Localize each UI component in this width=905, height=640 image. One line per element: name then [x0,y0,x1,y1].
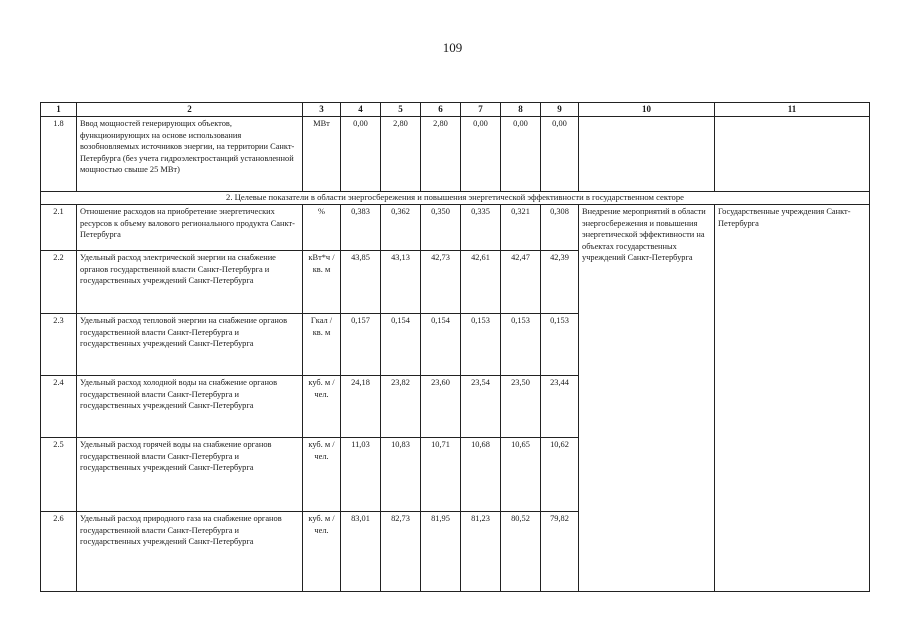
row-value: 42,47 [501,251,541,314]
row-value: 0,00 [341,117,381,192]
row-value: 0,308 [541,205,579,251]
row-value: 10,62 [541,438,579,512]
row-number: 2.1 [41,205,77,251]
row-value: 23,44 [541,376,579,438]
row-description: Отношение расходов на приобретение энергетических ресурсов к объему валового регионального продукта Санкт-Петербурга [77,205,303,251]
header-cell: 3 [303,103,341,117]
section-title: 2. Целевые показатели в области энергосбережения и повышения энергетической эффективности в государственном секторе [41,192,870,205]
header-cell: 8 [501,103,541,117]
row-unit: куб. м / чел. [303,376,341,438]
row-description: Удельный расход горячей воды на снабжение органов государственной власти Санкт-Петербурга и государственных учреждений Санкт-Петербурга [77,438,303,512]
row-value: 0,362 [381,205,421,251]
row-unit: Гкал / кв. м [303,314,341,376]
row-value: 42,39 [541,251,579,314]
row-value: 0,350 [421,205,461,251]
header-cell: 1 [41,103,77,117]
row-value: 0,153 [501,314,541,376]
row-value: 23,54 [461,376,501,438]
row-value: 81,23 [461,512,501,592]
row-unit: кВт*ч / кв. м [303,251,341,314]
row-unit: % [303,205,341,251]
row-number: 2.6 [41,512,77,592]
row-value: 2,80 [381,117,421,192]
row-unit: куб. м / чел. [303,438,341,512]
row-value: 81,95 [421,512,461,592]
indicators-table [40,102,870,592]
header-cell: 2 [77,103,303,117]
row-number: 2.4 [41,376,77,438]
row-value: 0,335 [461,205,501,251]
row-value: 0,153 [461,314,501,376]
row-value: 24,18 [341,376,381,438]
row-description: Удельный расход тепловой энергии на снабжение органов государственной власти Санкт-Петербурга и государственных учреждений Санкт-Петербурга [77,314,303,376]
row-unit: МВт [303,117,341,192]
row-description: Удельный расход природного газа на снабжение органов государственной власти Санкт-Петербурга и государственных учреждений Санкт-Петербурга [77,512,303,592]
header-cell: 10 [579,103,715,117]
row-value: 23,82 [381,376,421,438]
row-col11-empty [715,117,870,192]
row-value: 10,68 [461,438,501,512]
row-description: Удельный расход холодной воды на снабжение органов государственной власти Санкт-Петербурга и государственных учреждений Санкт-Петербурга [77,376,303,438]
row-value: 83,01 [341,512,381,592]
row-value: 80,52 [501,512,541,592]
page-number: 109 [442,40,463,55]
row-value: 11,03 [341,438,381,512]
row-value: 23,50 [501,376,541,438]
row-number: 2.2 [41,251,77,314]
row-col10-empty [579,117,715,192]
row-value: 10,71 [421,438,461,512]
header-row [41,103,870,117]
row-value: 10,65 [501,438,541,512]
responsible-bodies: Государственные учреждения Санкт-Петербурга [715,205,870,592]
row-number: 1.8 [41,117,77,192]
row-value: 42,73 [421,251,461,314]
row-description: Ввод мощностей генерирующих объектов, функционирующих на основе использования возобновляемых источников энергии, на территории Санкт-Петербурга (без учета гидроэлектростанций установленной мощностью свыше 25 МВт) [77,117,303,192]
header-cell: 9 [541,103,579,117]
row-number: 2.3 [41,314,77,376]
table-row [41,205,870,251]
section-row [41,192,870,205]
row-description: Удельный расход электрической энергии на снабжение органов государственной власти Санкт-Петербурга и государственных учреждений Санкт-Петербурга [77,251,303,314]
row-value: 0,157 [341,314,381,376]
header-cell: 6 [421,103,461,117]
measures-description: Внедрение мероприятий в области энергосбережения и повышения энергетической эффективности на объектах государственных учреждений Санкт-Петербурга [579,205,715,592]
row-value: 10,83 [381,438,421,512]
row-value: 23,60 [421,376,461,438]
row-value: 0,00 [501,117,541,192]
row-value: 0,383 [341,205,381,251]
row-value: 0,00 [461,117,501,192]
header-cell: 11 [715,103,870,117]
row-value: 43,13 [381,251,421,314]
header-cell: 4 [341,103,381,117]
row-number: 2.5 [41,438,77,512]
row-value: 82,73 [381,512,421,592]
row-value: 0,154 [381,314,421,376]
table-row [41,117,870,192]
row-value: 43,85 [341,251,381,314]
row-unit: куб. м / чел. [303,512,341,592]
row-value: 0,321 [501,205,541,251]
row-value: 0,153 [541,314,579,376]
row-value: 0,154 [421,314,461,376]
header-cell: 5 [381,103,421,117]
row-value: 2,80 [421,117,461,192]
row-value: 0,00 [541,117,579,192]
row-value: 42,61 [461,251,501,314]
header-cell: 7 [461,103,501,117]
row-value: 79,82 [541,512,579,592]
